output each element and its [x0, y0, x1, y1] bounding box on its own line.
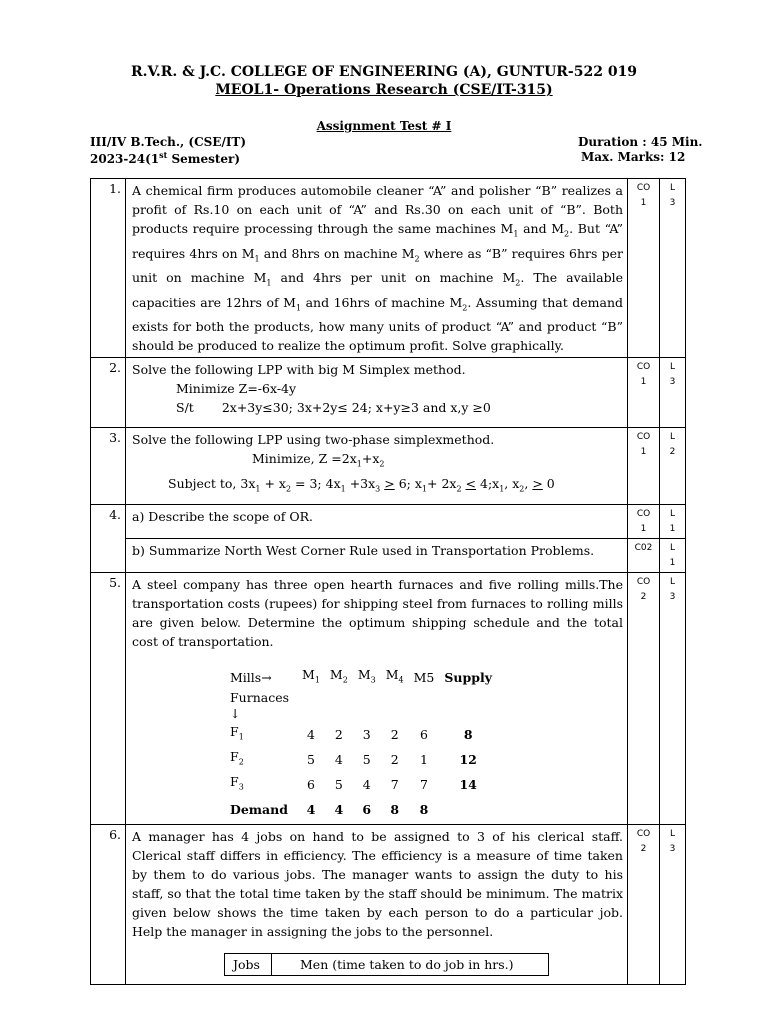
- furnaces-label: Furnaces ↓: [230, 690, 290, 721]
- table-row: $F_3$ 6 5 4 7 7 14: [230, 774, 477, 792]
- test-title: Assignment Test # I: [316, 119, 452, 133]
- question-number: 2.: [91, 358, 126, 428]
- demand-row: Demand 4 4 6 8 8: [230, 802, 429, 817]
- academic-year: 2023-24(1st Semester): [90, 150, 241, 166]
- level-cell: L 3: [660, 825, 686, 985]
- level-cell: L 1: [660, 505, 686, 539]
- question-text-b: b) Summarize North West Corner Rule used in Transportation Problems.: [126, 539, 628, 573]
- question-text: Solve the following LPP with big M Simplex method. Minimize Z=-6x-4y S/t 2x+3y≤30; 3x+2y≤ 24; x+y≥3 and x,y ≥0: [126, 358, 628, 428]
- max-marks: Max. Marks: 12: [581, 150, 686, 164]
- question-row-6: [91, 825, 686, 985]
- co-cell: CO 1: [628, 428, 660, 505]
- question-text: Solve the following LPP using two-phase simplexmethod. Minimize, $Z =2x_1+x_2$ Subject to, $3x_1 + x_2 = 3$; $4x_1 +3x_3 > 6$; $x_1+ 2x_2$ < $4;x_1$, $x_2$, > 0: [126, 428, 628, 505]
- mill-header: $M_4$: [385, 667, 404, 685]
- question-number: 1.: [91, 179, 126, 358]
- level-cell: L 2: [660, 428, 686, 505]
- question-text: A chemical firm produces automobile cleaner “A” and polisher “B” realizes a profit of Rs.10 on each unit of “A” and Rs.30 on each unit of “B”. Both products require processing through the same machines $M_1$ and $M_2$. But “A” requires 4hrs on $M_1$ and 8hrs on machine $M_2$ where as “B” requires 6hrs per unit on machine $M_1$ and 4hrs per unit on machine $M_2$. The available capacities are 12hrs of $M_1$ and 16hrs of machine $M_2$. Assuming that demand exists for both the products, how many units of product “A” and product “B” should be produced to realize the optimum profit. Solve graphically.: [126, 179, 628, 358]
- question-number: 4.: [91, 505, 126, 573]
- question-row-2: [91, 358, 686, 428]
- mill-header: $M_1$: [302, 667, 320, 685]
- co-cell: CO 1: [628, 358, 660, 428]
- question-number: 6.: [91, 825, 126, 985]
- question-number: 3.: [91, 428, 126, 505]
- question-row-1: [91, 179, 686, 358]
- co-cell: C02: [628, 539, 660, 573]
- question-row-4a: [91, 505, 686, 539]
- level-cell: L 1: [660, 539, 686, 573]
- level-cell: L 3: [660, 573, 686, 825]
- question-row-3: [91, 428, 686, 505]
- level-cell: L 3: [660, 179, 686, 358]
- question-text: A steel company has three open hearth furnaces and five rolling mills.The transportation costs (rupees) for shipping steel from furnaces to rolling mills are given below. Determine the optimum shipping schedule and the total cost of transportation. Mills→ $M_1$ $M_2$ $M_3$ $M_4$ M5 Supply Furnaces ↓ $F_1$ 4 2 3 2 6 8 $F_2$ 5 4 5 2 1 12 $F_3$ 6 5 4 7 7 14 Demand 4 4 6 8 8: [126, 573, 628, 825]
- table-row: $F_2$ 5 4 5 2 1 12: [230, 749, 477, 767]
- co-cell: CO 2: [628, 573, 660, 825]
- question-number: 5.: [91, 573, 126, 825]
- question-table: [90, 178, 686, 985]
- duration: Duration : 45 Min.: [578, 135, 703, 149]
- question-row-5: [91, 573, 686, 825]
- supply-header: Supply: [444, 670, 492, 685]
- college-name: R.V.R. & J.C. COLLEGE OF ENGINEERING (A), GUNTUR-522 019: [130, 64, 638, 80]
- course-title: MEOL1- Operations Research (CSE/IT-315): [215, 82, 553, 98]
- transportation-table: [222, 665, 497, 822]
- mills-label: Mills→: [230, 670, 272, 685]
- program: III/IV B.Tech., (CSE/IT): [90, 135, 247, 149]
- level-cell: L 3: [660, 358, 686, 428]
- jobs-table: [224, 953, 549, 976]
- mill-header: M5: [413, 670, 435, 685]
- question-text: A manager has 4 jobs on hand to be assigned to 3 of his clerical staff. Clerical staff differs in efficiency. The efficiency is a measure of time taken by them to do various jobs. The manager wants to assign the duty to his staff, so that the total time taken by the staff should be minimum. The matrix given below shows the time taken by each person to do a particular job. Help the manager in assigning the jobs to the personnel. Jobs Men (time taken to do job in hrs.): [126, 825, 628, 985]
- question-row-4b: [91, 539, 686, 573]
- men-header: Men (time taken to do job in hrs.): [272, 954, 549, 976]
- question-text-a: a) Describe the scope of OR.: [126, 505, 628, 539]
- co-cell: CO 2: [628, 825, 660, 985]
- jobs-header: Jobs: [225, 954, 272, 976]
- table-row: $F_1$ 4 2 3 2 6 8: [230, 724, 473, 742]
- co-cell: CO 1: [628, 505, 660, 539]
- co-cell: CO 1: [628, 179, 660, 358]
- mill-header: $M_2$: [329, 667, 348, 685]
- mill-header: $M_3$: [357, 667, 376, 685]
